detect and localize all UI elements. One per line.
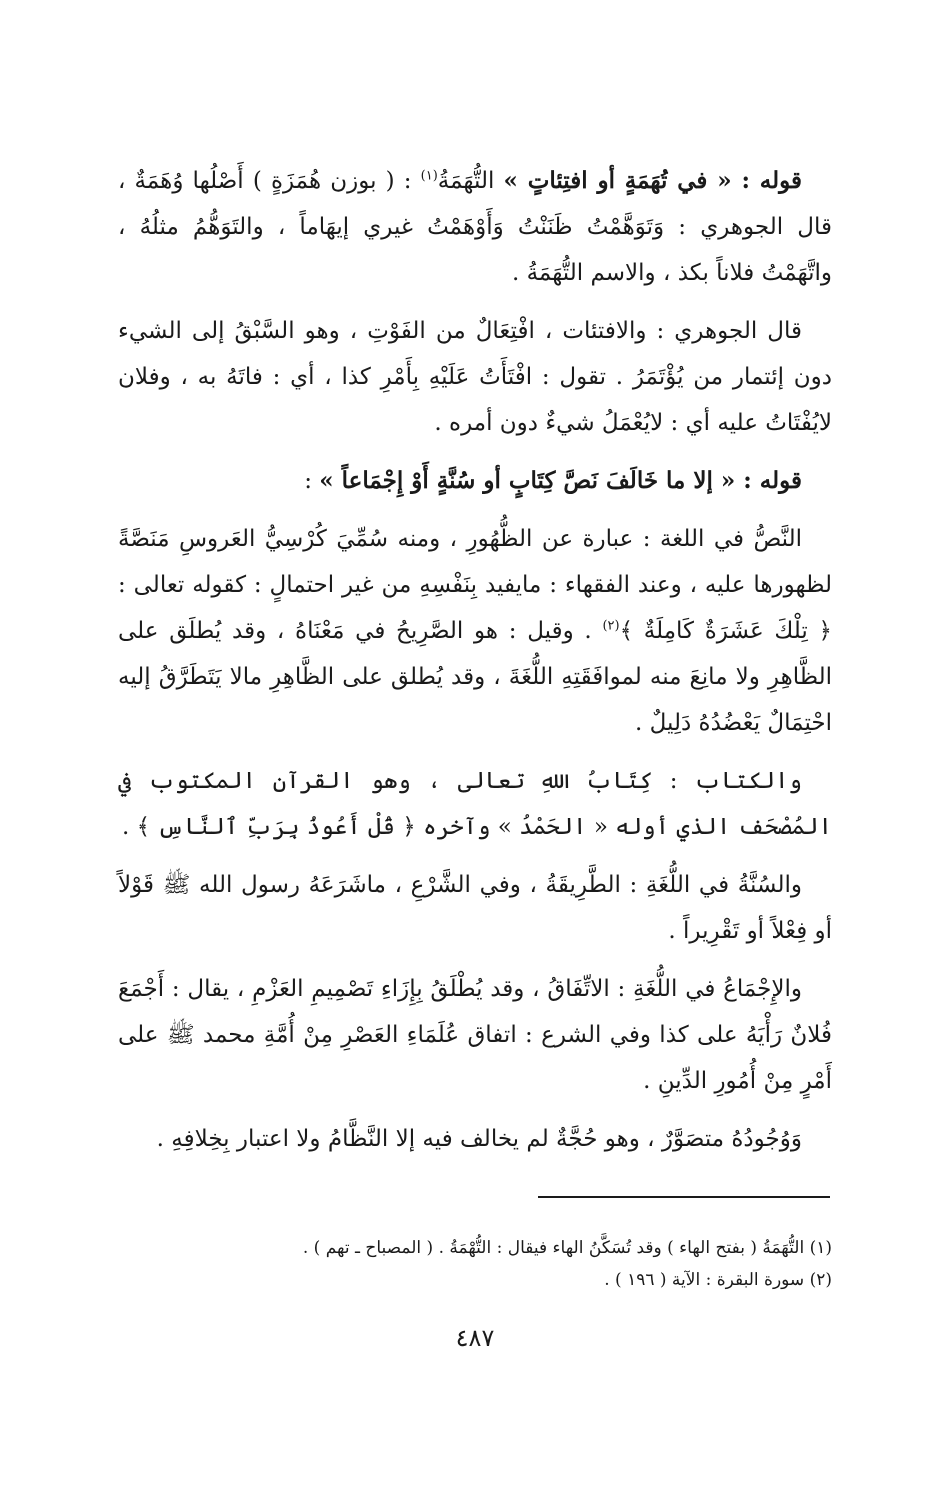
footnote-1: (١) التُّهَمَةُ ( بفتح الهاء ) وقد تُسَكَّنُ الهاء فيقال : التُّهْمَةُ . ( المصباح ـ تهم ) . bbox=[302, 1238, 832, 1258]
paragraph-4 bbox=[118, 516, 832, 746]
quote-lead: قوله : « في تُهَمَةٍ أو افتِئاتٍ » bbox=[503, 167, 802, 194]
paragraph-5 bbox=[118, 758, 832, 850]
paragraph-text: النَّصُّ في اللغة : عبارة عن الظُّهُورِ ، ومنه سُمِّيَ كُرْسِيُّ العَروسِ مَنَصَّةً لظهورها عليه ، وعند الفقهاء : مايفيد بِنَفْسِهِ من غير احتمالٍ : كقوله تعالى : ﴿ تِلْكَ عَشَرَةٌ كَامِلَةٌ ﴾ bbox=[118, 526, 832, 644]
footnotes bbox=[118, 1232, 832, 1296]
paragraph-2 bbox=[118, 308, 832, 446]
footnote-ref-2[interactable]: (٢) bbox=[602, 618, 620, 634]
paragraph-rest: . وقيل : هو الصَّرِيحُ في مَعْنَاهُ ، وقد يُطلَق على الظَّاهِرِ ولا مانِعَ منه لموافَقَتِهِ اللُّغَةَ ، وقد يُطلق على الظَّاهِرِ مالا يَتَطَرَّقُ إليه احْتِمَالٌ يَعْضُدُهُ دَلِيلٌ . bbox=[118, 618, 832, 736]
paragraph-text: قال الجوهري : والافتئات ، افْتِعَالٌ من الفَوْتِ ، وهو السَّبْقُ إلى الشيء دون إئتمار من يُؤْتَمَرُ . تقول : افْتَأَتُ عَلَيْهِ بِأَمْرِ كذا ، أي : فاتَهُ به ، وفلان لايُفْتَاتُ عليه أي : لايُعْمَلُ شيءٌ دون أمره . bbox=[118, 318, 832, 436]
footnote-ref-1[interactable]: (١) bbox=[420, 168, 438, 184]
paragraph-text: والإِجْمَاعُ في اللُّغَةِ : الاتِّفَاقُ ، وقد يُطْلَقُ بِإِزَاءِ تَصْمِيمِ العَزْمِ ، يقال : أَجْمَعَ فُلانٌ رَأْيَهُ على كذا وفي الشرع : اتفاق عُلَمَاءِ العَصْرِ مِنْ أُمَّةِ محمد ﷺ على أَمْرٍ مِنْ أُمُورِ الدِّينِ . bbox=[118, 976, 832, 1094]
paragraph-text: وَوُجُودُهُ متصَوَّرٌ ، وهو حُجَّةٌ لم يخالف فيه إلا النَّظَّامُ ولا اعتبار بِخِلافِهِ . bbox=[156, 1126, 802, 1152]
paragraph-text: والكتاب : كِتَابُ اللهِ تعالى ، وهو القرآن المكتوب في المُصْحَف الذي أوله « الحَمْدُ » وآخره ﴿ قُلْ أَعُوذُ بِرَبِّ ٱلنَّاسِ ﴾ . bbox=[118, 768, 832, 840]
paragraph-text: : bbox=[304, 468, 320, 494]
quote-lead: قوله : « إلا ما خَالَفَ نَصَّ كِتَابٍ أو سُنَّةٍ أَوْ إِجْمَاعاً » bbox=[319, 467, 802, 494]
footnote-2: (٢) سورة البقرة : الآية ( ١٩٦ ) . bbox=[604, 1270, 832, 1290]
paragraph-text: والسُنَّةُ في اللُّغَةِ : الطَّرِيقَةُ ، وفي الشَّرْعِ ، ماشَرَعَهُ رسول الله ﷺ قَوْلاً أو فِعْلاً أو تَقْرِيراً . bbox=[118, 872, 832, 944]
paragraph-rest: : ( بوزن هُمَزَةٍ ) أَصْلُها وُهَمَةٌ ، قال الجوهري : وَتَوَهَّمْتُ ظَنَنْتُ وَأَوْهَمْتُ غيري إيهَاماً ، والتَوَهُّمُ مثلُهُ ، واتَّهَمْتُ فلاناً بكذ ، والاسم التُّهَمَةُ . bbox=[118, 168, 832, 286]
paragraph-1 bbox=[118, 158, 832, 296]
paragraph-6 bbox=[118, 862, 832, 954]
footnote-divider bbox=[538, 1196, 830, 1198]
paragraph-7 bbox=[118, 966, 832, 1104]
page-number: ٤٨٧ bbox=[455, 1324, 495, 1352]
paragraph-text: التُّهَمَةُ bbox=[437, 168, 504, 194]
main-text bbox=[118, 158, 832, 1174]
paragraph-3 bbox=[118, 458, 832, 504]
paragraph-8 bbox=[118, 1116, 832, 1162]
